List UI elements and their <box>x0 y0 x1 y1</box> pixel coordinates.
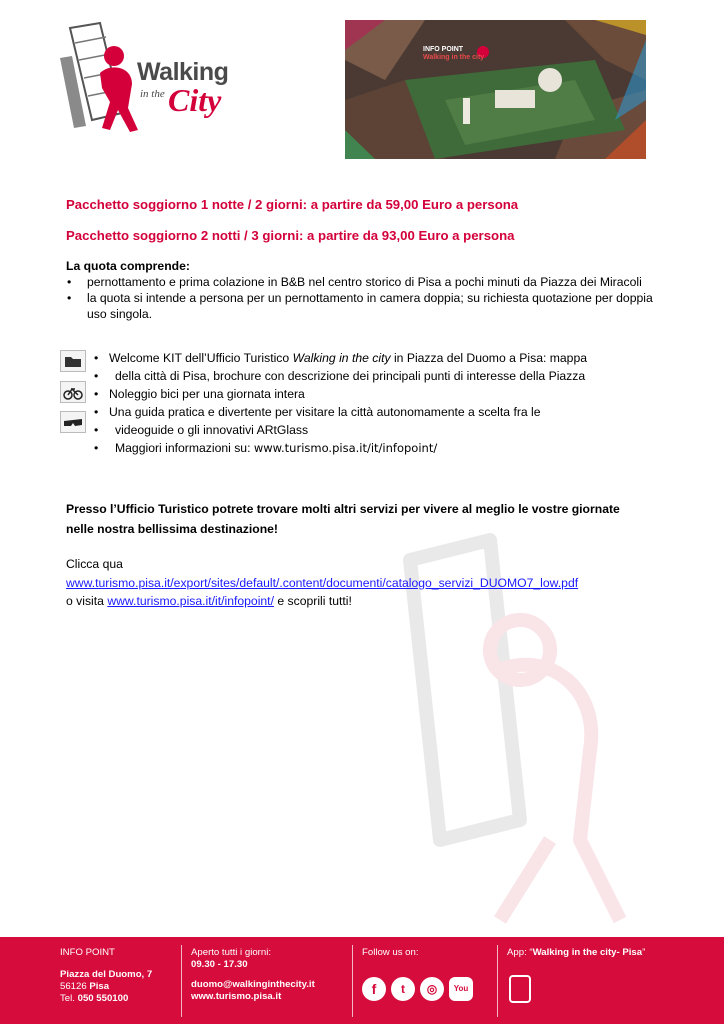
app-phone-icon[interactable] <box>509 975 531 1003</box>
logo-inthe-text: in the <box>140 88 165 100</box>
service-welcome-kit-cont: • della città di Pisa, brochure con descrizione dei principali punti di interesse della Piazza <box>92 367 652 385</box>
infopoint-link[interactable]: www.turismo.pisa.it/it/infopoint/ <box>107 594 274 608</box>
photo-caption-line2: Walking in the city <box>423 54 485 61</box>
app-name: Walking in the city- Pisa <box>532 947 643 958</box>
photo-caption <box>423 46 484 62</box>
aerial-photo-piazza-duomo <box>345 20 646 159</box>
services-list <box>92 349 652 457</box>
catalog-pdf-link[interactable]: www.turismo.pisa.it/export/sites/default/.content/documenti/catalogo_servizi_DUOMO7_low.pdf <box>66 575 579 590</box>
quota-list <box>66 274 656 322</box>
footer-divider <box>181 945 182 1017</box>
more-info: • Maggiori informazioni su: www.turismo.pisa.it/it/infopoint/ <box>92 439 652 457</box>
footer-email[interactable]: duomo@walkinginthecity.it <box>191 979 315 990</box>
twitter-icon[interactable]: t <box>391 977 415 1001</box>
footer-app: App: “Walking in the city- Pisa” <box>507 947 646 958</box>
clicca-section: Clicca qua www.turismo.pisa.it/export/sites/default/.content/documenti/catalogo_servizi_DUOMO7_low.pdf o visita www.turismo.pisa.it/it/infopoint/ e scoprili tutti! <box>66 555 666 611</box>
quota-item-breakfast: • pernottamento e prima colazione in B&B nel centro storico di Pisa a pochi minuti da Piazza dei Miracoli <box>66 274 656 290</box>
footer <box>0 937 724 1024</box>
package-1-night: Pacchetto soggiorno 1 notte / 2 giorni: a partire da 59,00 Euro a persona <box>66 197 519 212</box>
footer-hours: Aperto tutti i giorni: 09.30 - 17.30 duomo@walkinginthecity.it www.turismo.pisa.it <box>191 947 315 1002</box>
footer-divider <box>352 945 353 1017</box>
bicycle-icon <box>60 381 86 403</box>
service-guide: • Una guida pratica e divertente per visitare la città autonomamente a scelta fra le <box>92 403 652 421</box>
facebook-icon[interactable]: f <box>362 977 386 1001</box>
quota-title: La quota comprende: <box>66 259 190 273</box>
footer-divider <box>497 945 498 1017</box>
footer-info-point: INFO POINT Piazza del Duomo, 7 56126 Pisa Tel. 050 550100 <box>60 947 153 1004</box>
logo-walking-text: Walking <box>137 58 229 86</box>
package-2-nights: Pacchetto soggiorno 2 notti / 3 giorni: a partire da 93,00 Euro a persona <box>66 228 515 243</box>
footer-web[interactable]: www.turismo.pisa.it <box>191 991 282 1002</box>
clicca-label: Clicca qua <box>66 557 123 571</box>
quota-item-per-person: • la quota si intende a persona per un pernottamento in camera doppia; su richiesta quotazione per doppia uso singola. <box>66 290 656 322</box>
footer-address: Piazza del Duomo, 7 <box>60 969 153 980</box>
walking-in-the-city-italic: Walking in the city <box>292 351 391 365</box>
aerial-photo-image <box>345 20 646 159</box>
logo-city-text: City <box>168 82 222 118</box>
presso-paragraph: Presso l’Ufficio Turistico potrete trovare molti altri servizi per vivere al meglio le vostre giornate nelle nostra bellissima destinazione! <box>66 502 620 536</box>
service-welcome-kit: • Welcome KIT dell’Ufficio Turistico Walking in the city in Piazza del Duomo a Pisa: mappa <box>92 349 652 367</box>
service-guide-cont: • videoguide o gli innovativi ARtGlass <box>92 421 652 439</box>
service-bike-rental: • Noleggio bici per una giornata intera <box>92 385 652 403</box>
photo-caption-line1: INFO POINT <box>423 46 464 53</box>
glasses-icon <box>60 411 86 433</box>
instagram-icon[interactable]: ◎ <box>420 977 444 1001</box>
footer-phone: 050 550100 <box>77 993 129 1004</box>
more-info-url: www.turismo.pisa.it/it/infopoint/ <box>253 441 438 455</box>
youtube-icon[interactable]: You <box>449 977 473 1001</box>
folder-icon <box>60 350 86 372</box>
footer-follow: Follow us on: <box>362 947 419 958</box>
